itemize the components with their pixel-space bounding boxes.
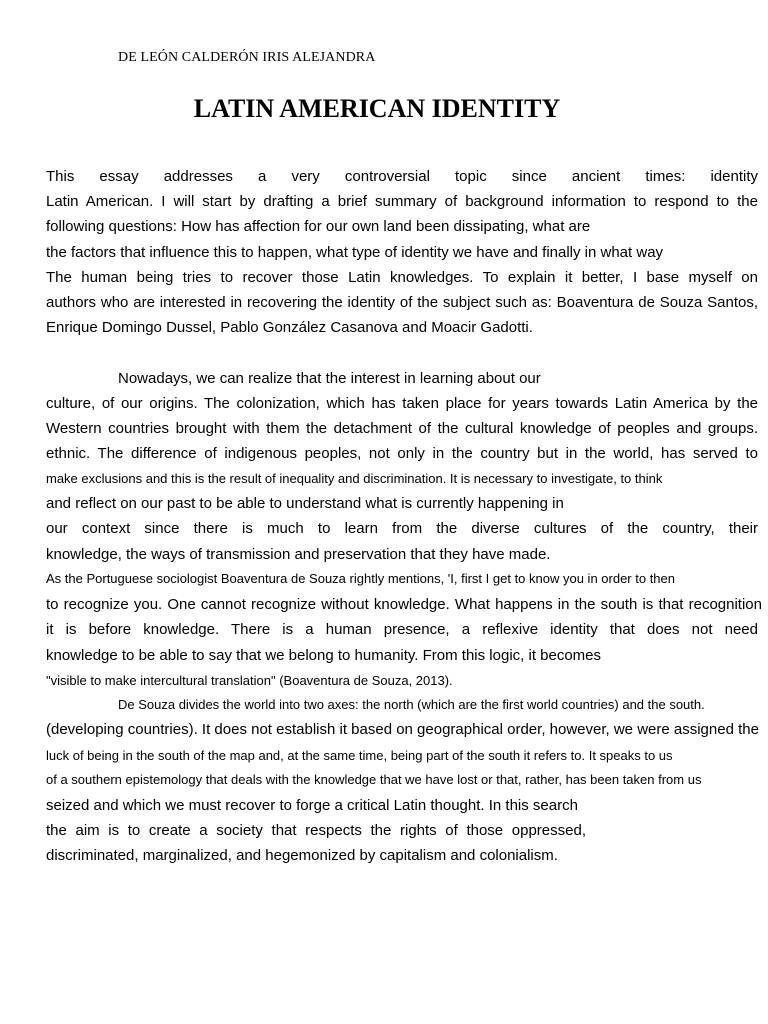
paragraph-line: As the Portuguese sociologist Boaventura de Souza rightly mentions, 'I, first I get to know you in order to then — [46, 571, 675, 586]
paragraph-line: "visible to make intercultural translation" (Boaventura de Souza, 2013). — [46, 673, 453, 688]
paragraph-line: our context since there is much to learn from the diverse cultures of the country, their — [46, 520, 758, 537]
paragraph-line: Enrique Domingo Dussel, Pablo González Casanova and Moacir Gadotti. — [46, 319, 533, 336]
paragraph-line: discriminated, marginalized, and hegemonized by capitalism and colonialism. — [46, 847, 558, 864]
paragraph-line: seized and which we must recover to forge a critical Latin thought. In this search — [46, 797, 578, 814]
paragraph-line: the aim is to create a society that respects the rights of those oppressed, — [46, 822, 586, 839]
paragraph-line: ethnic. The difference of indigenous peoples, not only in the country but in the world, has served to — [46, 445, 758, 462]
paragraph-line: knowledge to be able to say that we belong to humanity. From this logic, it becomes — [46, 647, 602, 664]
paragraph-line: This essay addresses a very controversial topic since ancient times: identity — [46, 168, 758, 185]
paragraph-line: and reflect on our past to be able to understand what is currently happening in — [46, 495, 564, 512]
paragraph-line: of a southern epistemology that deals with the knowledge that we have lost or that, rather, has been taken from us — [46, 772, 702, 787]
paragraph-line: the factors that influence this to happen, what type of identity we have and finally in what way — [46, 244, 664, 261]
author-name: DE LEÓN CALDERÓN IRIS ALEJANDRA — [118, 50, 376, 65]
paragraph-line: Nowadays, we can realize that the interest in learning about our — [118, 370, 541, 387]
paragraph-line: authors who are interested in recovering the identity of the subject such as: Boaventura de Souza Santos, — [46, 294, 758, 311]
document-title: LATIN AMERICAN IDENTITY — [193, 94, 561, 123]
paragraph-line: it is before knowledge. There is a human presence, a reflexive identity that does not need — [46, 621, 758, 638]
paragraph-line: culture, of our origins. The colonization, which has taken place for years towards Latin America by the — [46, 395, 758, 412]
paragraph-line: following questions: How has affection for our own land been dissipating, what are — [46, 218, 591, 235]
paragraph-line: Western countries brought with them the detachment of the cultural knowledge of peoples and groups. — [46, 420, 758, 437]
paragraph-line: The human being tries to recover those Latin knowledges. To explain it better, I base myself on — [46, 269, 758, 286]
paragraph-line: (developing countries). It does not establish it based on geographical order, however, we were assigned the — [46, 721, 759, 738]
paragraph-line: make exclusions and this is the result of inequality and discrimination. It is necessary to investigate, to think — [46, 471, 663, 486]
paragraph-line: De Souza divides the world into two axes: the north (which are the first world countries) and the south. — [118, 697, 705, 712]
paragraph-line: luck of being in the south of the map and, at the same time, being part of the south it refers to. It speaks to us — [46, 748, 673, 763]
paragraph-line: to recognize you. One cannot recognize without knowledge. What happens in the south is that recognition — [46, 596, 762, 613]
paragraph-line: Latin American. I will start by drafting a brief summary of background information to respond to the — [46, 193, 758, 210]
paragraph-line: knowledge, the ways of transmission and preservation that they have made. — [46, 546, 551, 563]
